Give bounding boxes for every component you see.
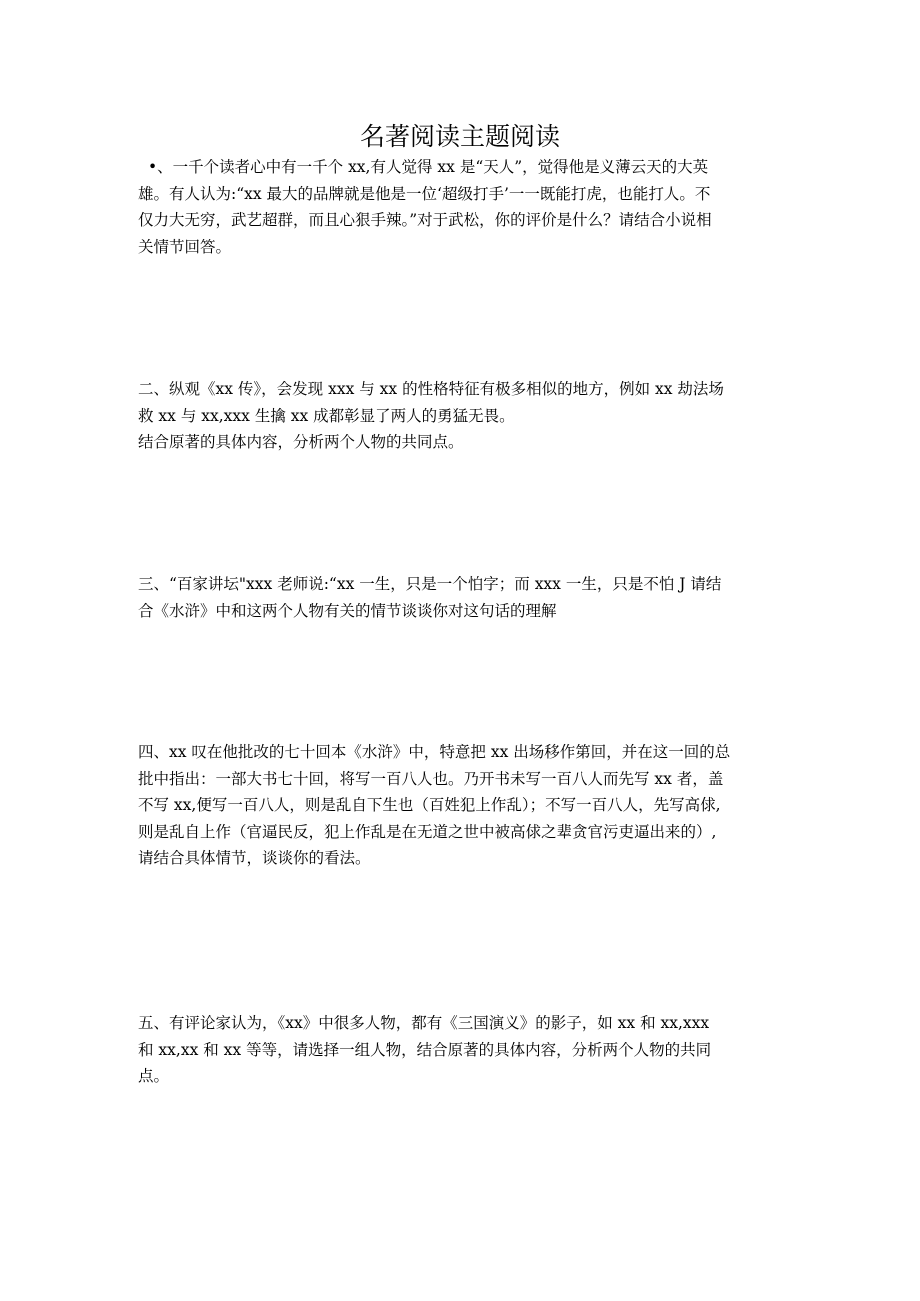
question-1 — [138, 154, 788, 260]
question-3-line-2: 合《水浒》中和这两个人物有关的情节谈谈你对这句话的理解 — [138, 601, 557, 620]
question-2-line-1: 二、纵观《xx 传》，会发现 xxx 与 xx 的性格特征有极多相似的地方，例如 xx 劫法场 — [138, 380, 724, 398]
question-4-line-2: 批中指出：一部大书七十回，将写一百八人也。乃开书未写一百八人而先写 xx 者，盖 — [138, 769, 724, 788]
question-1-line-4: 关情节回答。 — [138, 237, 232, 256]
question-4-line-4: 则是乱自上作（官逼民反，犯上作乱是在无道之世中被高俅之辈贪官污吏逼出来的）, — [138, 822, 717, 841]
question-4-line-5: 请结合具体情节，谈谈你的看法。 — [138, 849, 371, 867]
question-5-line-1: 五、有评论家认为，《xx》中很多人物，都有《三国演义》的影子，如 xx 和 xx,xxx — [138, 1014, 710, 1032]
question-5-line-2: 和 xx,xx 和 xx 等等，请选择一组人物，结合原著的具体内容，分析两个人物的共同 — [138, 1040, 712, 1059]
question-1-line-1: •、一千个读者心中有一千个 xx,有人觉得 xx 是“天人”，觉得他是义薄云天的大英 — [148, 158, 709, 176]
question-4 — [138, 739, 788, 872]
question-3 — [138, 571, 788, 624]
question-5-line-3: 点。 — [138, 1067, 170, 1085]
question-5 — [138, 1010, 788, 1090]
question-1-line-2: 雄。有人认为:“xx 最大的品牌就是他是一位‘超级打手’一一既能打虎，也能打人。不 — [138, 184, 711, 203]
question-2-line-2: 救 xx 与 xx,xxx 生擒 xx 成都彰显了两人的勇猛无畏。 — [138, 406, 515, 425]
page-title: 名著阅读主题阅读 — [359, 122, 560, 151]
question-2 — [138, 376, 788, 456]
question-4-line-3: 不写 xx,便写一百八人，则是乱自下生也（百姓犯上作乱）；不写一百八人，先写高俅, — [138, 796, 721, 814]
question-3-line-1: 三、“百家讲坛"xxx 老师说:“xx 一生，只是一个怕字；而 xxx 一生，只是不怕 J 请结 — [138, 575, 722, 593]
question-1-line-3: 仅力大无穷，武艺超群，而且心狠手辣。”对于武松，你的评价是什么？请结合小说相 — [138, 211, 712, 229]
question-4-line-1: 四、xx 叹在他批改的七十回本《水浒》中，特意把 xx 出场移作第回，并在这一回的总 — [138, 743, 731, 761]
question-2-line-3: 结合原著的具体内容，分析两个人物的共同点。 — [138, 433, 464, 451]
